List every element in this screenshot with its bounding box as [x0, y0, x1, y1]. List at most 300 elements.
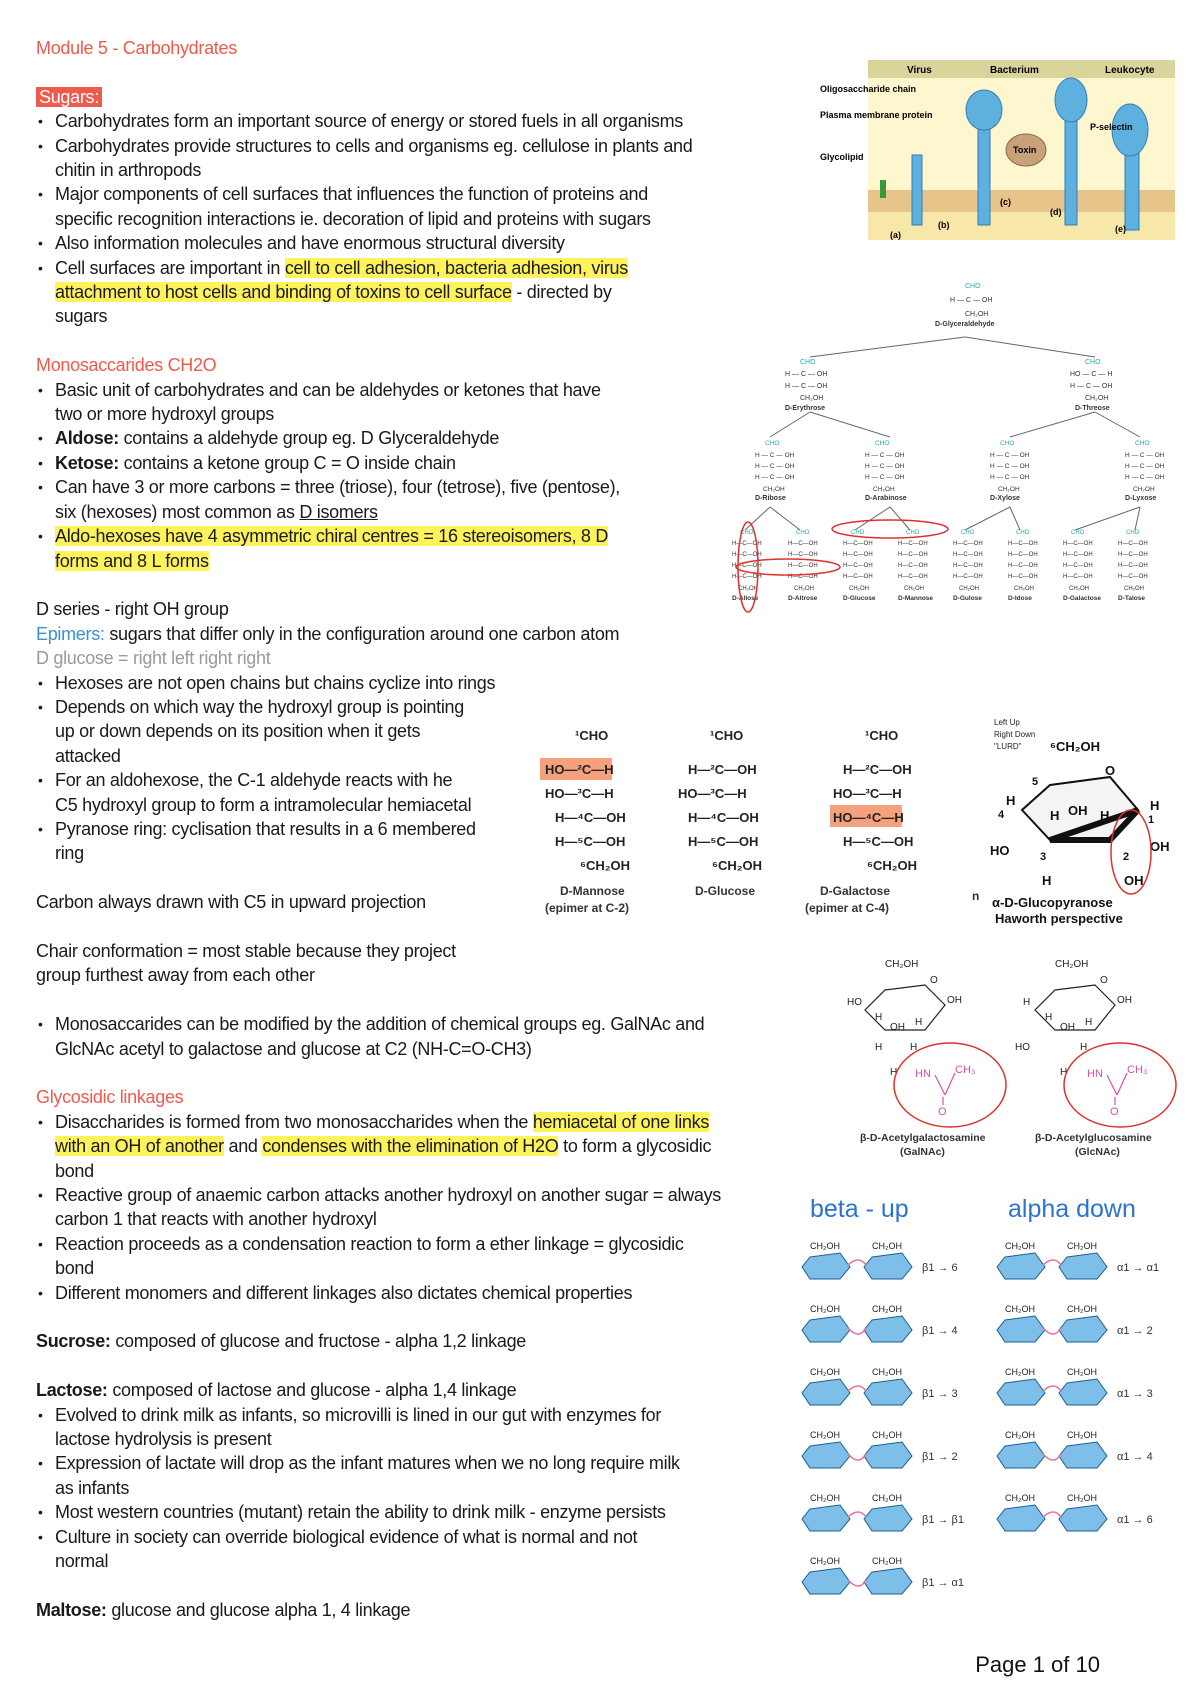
svg-text:H — C — OH: H — C — OH [1125, 452, 1165, 459]
svg-text:H—⁴C—OH: H—⁴C—OH [555, 810, 626, 825]
svg-text:H—C—OH: H—C—OH [1118, 552, 1148, 558]
svg-text:1: 1 [1148, 814, 1155, 826]
svg-text:CHO: CHO [800, 359, 816, 366]
epimers-definition: Epimers: sugars that differ only in the configuration around one carbon atom [36, 623, 620, 644]
svg-text:(e): (e) [1115, 224, 1126, 234]
linkage-label: α1 → 4 [1117, 1451, 1153, 1463]
svg-text:HO—³C—H: HO—³C—H [545, 786, 614, 801]
monosaccharides-heading: Monosaccarides CH2O [36, 355, 217, 376]
bullet [36, 524, 836, 548]
svg-text:CHO: CHO [875, 440, 890, 447]
lactose-note: Lactose: composed of lactose and glucose - alpha 1,4 linkage [36, 1380, 517, 1401]
svg-text:HO—²C—H: HO—²C—H [545, 762, 614, 777]
svg-text:OH: OH [947, 995, 962, 1006]
sugar-ring [802, 1442, 850, 1468]
alpha-down-title: alpha down [1008, 1195, 1136, 1223]
svg-text:H—C—OH: H—C—OH [788, 541, 818, 547]
svg-text:CHO: CHO [1016, 530, 1030, 536]
glycosidic-bond [848, 1512, 866, 1517]
glucose-label: D-Glucose [695, 884, 756, 898]
d-glucose-note: D glucose = right left right right [36, 648, 271, 669]
svg-text:¹CHO: ¹CHO [865, 728, 899, 743]
glycosidic-bond [1043, 1386, 1061, 1391]
svg-text:CH₂OH: CH₂OH [810, 1304, 840, 1314]
svg-text:OH: OH [1068, 803, 1088, 818]
svg-text:H—C—OH: H—C—OH [788, 552, 818, 558]
svg-text:CH₂OH: CH₂OH [810, 1430, 840, 1440]
svg-text:HO—³C—H: HO—³C—H [678, 786, 747, 801]
glycosidic-bond [1043, 1328, 1061, 1334]
svg-text:H—C—OH: H—C—OH [1118, 574, 1148, 580]
svg-text:H: H [1080, 1042, 1088, 1053]
svg-text:CH₃: CH₃ [1127, 1064, 1148, 1076]
svg-text:H: H [1150, 798, 1160, 813]
svg-text:(c): (c) [1000, 197, 1011, 207]
bullet: • Carbohydrates provide structures to cells and organisms eg. cellulose in plants and [36, 134, 836, 158]
d-series-note: D series - right OH group [36, 599, 229, 620]
svg-text:CH₃: CH₃ [955, 1064, 976, 1076]
glycosidic-heading: Glycosidic linkages [36, 1087, 184, 1108]
virus-label: Virus [907, 65, 932, 76]
bullet: • Cell surfaces are important in cell to cell adhesion, bacteria adhesion, virus [36, 256, 836, 280]
svg-text:¹CHO: ¹CHO [575, 728, 609, 743]
hexose-label: D-Talose [1118, 595, 1145, 602]
glycosidic-bond [848, 1454, 866, 1460]
haworth-figure [990, 715, 1195, 925]
svg-text:CHO: CHO [1071, 530, 1085, 536]
sugar-ring [997, 1316, 1045, 1342]
sugar-ring [1059, 1253, 1107, 1279]
highlight: condenses with the elimination of H2O [262, 1136, 559, 1157]
svg-text:H — C — OH: H — C — OH [785, 383, 828, 390]
svg-text:H — C — OH: H — C — OH [755, 474, 795, 481]
svg-text:Haworth perspective: Haworth perspective [995, 911, 1123, 926]
bullet: • Different monomers and different linkages also dictates chemical properties [36, 1281, 836, 1305]
linkage-label: β1 → α1 [922, 1577, 965, 1589]
svg-text:H—C—OH: H—C—OH [1008, 552, 1038, 558]
svg-text:CHO: CHO [1000, 440, 1015, 447]
sugar-ring [802, 1379, 850, 1405]
svg-text:CH₂OH: CH₂OH [873, 486, 895, 493]
linkage-label: α1 → 6 [1117, 1514, 1153, 1526]
linkage-label: α1 → 2 [1117, 1325, 1153, 1337]
svg-text:H — C — OH: H — C — OH [990, 463, 1030, 470]
svg-text:CH₂OH: CH₂OH [1067, 1241, 1097, 1251]
svg-text:CH₂OH: CH₂OH [1005, 1430, 1035, 1440]
svg-text:CH₂OH: CH₂OH [1067, 1493, 1097, 1503]
bullet: • Most western countries (mutant) retain the ability to drink milk - enzyme persists [36, 1500, 836, 1524]
sugar-ring [1059, 1505, 1107, 1531]
svg-text:O: O [1105, 763, 1116, 778]
svg-text:(GlcNAc): (GlcNAc) [1075, 1146, 1120, 1158]
svg-text:(d): (d) [1050, 207, 1062, 217]
svg-text:H — C — OH: H — C — OH [990, 452, 1030, 459]
epimers-figure [540, 720, 990, 920]
mannose-label: D-Mannose [560, 884, 625, 898]
svg-text:CH₂OH: CH₂OH [1067, 1430, 1097, 1440]
svg-text:"LURD": "LURD" [994, 742, 1022, 751]
p-selectin-label: P-selectin [1090, 122, 1133, 132]
sugar-ring [864, 1568, 912, 1594]
svg-text:n: n [972, 889, 980, 903]
svg-text:CH₂OH: CH₂OH [1067, 1367, 1097, 1377]
bullet: • Expression of lactate will drop as the infant matures when we no long require milk [36, 1451, 836, 1475]
svg-text:HO — C — H: HO — C — H [1070, 371, 1113, 378]
c5-note: Carbon always drawn with C5 in upward projection [36, 892, 426, 913]
svg-text:D-Ribose: D-Ribose [755, 495, 786, 502]
glycosidic-bond [1043, 1260, 1061, 1265]
svg-text:CH₂OH: CH₂OH [1005, 1304, 1035, 1314]
glycolipid-label: Glycolipid [820, 152, 864, 162]
svg-text:CH₂OH: CH₂OH [800, 395, 824, 402]
svg-text:(GalNAc): (GalNAc) [900, 1146, 945, 1158]
svg-text:H — C — OH: H — C — OH [785, 371, 828, 378]
bullet: • For an aldohexose, the C-1 aldehyde reacts with he [36, 768, 836, 792]
svg-text:H—C—OH: H—C—OH [1008, 541, 1038, 547]
bullet: • Depends on which way the hydroxyl group is pointing [36, 695, 836, 719]
svg-text:CH₂OH: CH₂OH [872, 1241, 902, 1251]
svg-text:(b): (b) [938, 220, 950, 230]
sugars-heading: Sugars: [36, 87, 102, 107]
svg-text:H: H [1006, 793, 1016, 808]
d-aldose-tree-figure [732, 282, 1180, 652]
svg-text:H—C—OH: H—C—OH [843, 541, 873, 547]
svg-text:CH₂OH: CH₂OH [885, 959, 919, 970]
svg-text:H: H [1042, 873, 1052, 888]
svg-text:H—C—OH: H—C—OH [898, 541, 928, 547]
svg-text:HO: HO [990, 843, 1010, 858]
bullet: • Monosaccarides can be modified by the addition of chemical groups eg. GalNAc and [36, 1012, 836, 1036]
svg-text:⁶CH₂OH: ⁶CH₂OH [1050, 739, 1101, 754]
svg-text:H—C—OH: H—C—OH [732, 541, 762, 547]
svg-text:CH₂OH: CH₂OH [1067, 1304, 1097, 1314]
svg-text:CH₂OH: CH₂OH [904, 586, 924, 592]
linkage-label: α1 → α1 [1117, 1262, 1160, 1274]
hexose-label: D-Gulose [953, 595, 982, 602]
svg-text:⁶CH₂OH: ⁶CH₂OH [867, 858, 918, 873]
highlight: Aldo-hexoses have 4 asymmetric chiral centres = 16 stereoisomers, 8 D [55, 526, 609, 547]
svg-text:CHO: CHO [961, 530, 975, 536]
svg-text:CH₂OH: CH₂OH [872, 1430, 902, 1440]
linkages-figure [800, 1195, 1195, 1635]
sugar-ring [997, 1442, 1045, 1468]
svg-text:H—C—OH: H—C—OH [898, 563, 928, 569]
linkage-label: β1 → 6 [922, 1262, 958, 1274]
svg-text:CH₂OH: CH₂OH [872, 1304, 902, 1314]
membrane-protein-label: Plasma membrane protein [820, 110, 933, 120]
highlight: cell to cell adhesion, bacteria adhesion, virus [284, 257, 628, 278]
glycosidic-bond [848, 1386, 866, 1391]
sugar-ring [997, 1505, 1045, 1531]
bullet: • Evolved to drink milk as infants, so microvilli is lined in our gut with enzymes for [36, 1403, 836, 1427]
toxin-label: Toxin [1013, 145, 1037, 155]
svg-text:(epimer at C-2): (epimer at C-2) [545, 901, 630, 915]
svg-text:CH₂OH: CH₂OH [959, 586, 979, 592]
svg-text:O: O [938, 1106, 947, 1118]
svg-text:H — C — OH: H — C — OH [865, 474, 905, 481]
svg-text:H—C—OH: H—C—OH [1063, 552, 1093, 558]
svg-text:H — C — OH: H — C — OH [950, 297, 993, 304]
bullet: • Carbohydrates form an important source of energy or stored fuels in all organisms [36, 109, 836, 133]
svg-text:HO: HO [1015, 1042, 1030, 1053]
bullet: • Ketose: contains a ketone group C = O inside chain [36, 451, 836, 475]
svg-text:H—²C—OH: H—²C—OH [843, 762, 912, 777]
sugar-ring [1059, 1442, 1107, 1468]
sugar-ring [802, 1505, 850, 1531]
glucopyranose-title: α-D-Glucopyranose [992, 895, 1113, 910]
svg-text:OH: OH [1124, 873, 1144, 888]
svg-text:H—C—OH: H—C—OH [953, 574, 983, 580]
svg-text:H — C — OH: H — C — OH [755, 463, 795, 470]
svg-text:H—C—OH: H—C—OH [788, 574, 818, 580]
svg-text:CH₂OH: CH₂OH [872, 1556, 902, 1566]
highlight: hemiacetal of one links [532, 1111, 710, 1132]
svg-text:H—C—OH: H—C—OH [898, 552, 928, 558]
hexose-label: D-Altrose [788, 595, 818, 602]
svg-text:CH₂OH: CH₂OH [849, 586, 869, 592]
svg-text:H—⁵C—OH: H—⁵C—OH [688, 834, 759, 849]
svg-text:CH₂OH: CH₂OH [810, 1556, 840, 1566]
svg-text:H—C—OH: H—C—OH [843, 574, 873, 580]
svg-text:CHO: CHO [765, 440, 780, 447]
svg-text:CH₂OH: CH₂OH [738, 586, 758, 592]
linkage-label: β1 → 4 [922, 1325, 958, 1337]
sugar-ring [1059, 1316, 1107, 1342]
hexose-label: D-Mannose [898, 595, 934, 602]
sugar-ring [997, 1379, 1045, 1405]
svg-text:D-Erythrose: D-Erythrose [785, 405, 826, 412]
svg-text:⁶CH₂OH: ⁶CH₂OH [712, 858, 763, 873]
svg-text:D-Xylose: D-Xylose [990, 495, 1020, 502]
bullet: • Also information molecules and have enormous structural diversity [36, 231, 836, 255]
svg-text:CHO: CHO [1085, 359, 1101, 366]
chair-note: Chair conformation = most stable because they project [36, 940, 456, 961]
svg-text:⁶CH₂OH: ⁶CH₂OH [580, 858, 631, 873]
svg-text:CH₂OH: CH₂OH [1014, 586, 1034, 592]
svg-text:O: O [1110, 1106, 1119, 1118]
bullet: • Hexoses are not open chains but chains cyclize into rings [36, 671, 836, 695]
oligosaccharide-label: Oligosaccharide chain [820, 84, 917, 94]
bullet: • Disaccharides is formed from two monosaccharides when the hemiacetal of one links [36, 1110, 836, 1134]
sugar-ring [864, 1316, 912, 1342]
svg-text:CHO: CHO [1126, 530, 1140, 536]
svg-text:H: H [1045, 1012, 1053, 1023]
svg-text:CHO: CHO [1135, 440, 1150, 447]
svg-text:H — C — OH: H — C — OH [865, 452, 905, 459]
svg-text:H—C—OH: H—C—OH [732, 574, 762, 580]
glcnac-label: β-D-Acetylglucosamine [1035, 1132, 1152, 1144]
svg-text:CH₂OH: CH₂OH [810, 1367, 840, 1377]
svg-text:H—C—OH: H—C—OH [732, 552, 762, 558]
svg-text:CH₂OH: CH₂OH [810, 1241, 840, 1251]
svg-text:H — C — OH: H — C — OH [990, 474, 1030, 481]
svg-text:H—C—OH: H—C—OH [1063, 574, 1093, 580]
hexose-label: D-Glucose [843, 595, 876, 602]
svg-text:OH: OH [1117, 995, 1132, 1006]
galactose-label: D-Galactose [820, 884, 891, 898]
svg-text:H — C — OH: H — C — OH [755, 452, 795, 459]
svg-text:CHO: CHO [740, 530, 754, 536]
svg-text:CH₂OH: CH₂OH [1133, 486, 1155, 493]
acetyl-sugars-figure [847, 955, 1185, 1160]
cell-surface-figure [820, 60, 1175, 240]
svg-text:H—C—OH: H—C—OH [1008, 563, 1038, 569]
galnac-label: β-D-Acetylgalactosamine [860, 1132, 986, 1144]
svg-text:H: H [875, 1012, 883, 1023]
bullet: • Can have 3 or more carbons = three (triose), four (tetrose), five (pentose), [36, 475, 836, 499]
svg-text:OH: OH [1060, 1022, 1075, 1033]
svg-text:H: H [1085, 1017, 1093, 1028]
svg-text:CH₂OH: CH₂OH [763, 486, 785, 493]
svg-text:H—C—OH: H—C—OH [732, 563, 762, 569]
sugar-ring [864, 1442, 912, 1468]
svg-text:H: H [890, 1067, 898, 1078]
maltose-note: Maltose: glucose and glucose alpha 1, 4 linkage [36, 1599, 411, 1620]
svg-text:D-Threose: D-Threose [1075, 405, 1110, 412]
glyceraldehyde-label: D-Glyceraldehyde [935, 321, 995, 328]
svg-text:CHO: CHO [796, 530, 810, 536]
svg-text:H — C — OH: H — C — OH [1125, 463, 1165, 470]
glycosidic-bond [848, 1260, 866, 1265]
sugar-ring [864, 1253, 912, 1279]
svg-text:H—C—OH: H—C—OH [898, 574, 928, 580]
svg-text:3: 3 [1040, 851, 1047, 863]
highlight: forms and 8 L forms [55, 550, 209, 571]
svg-text:O: O [1100, 975, 1108, 986]
svg-text:H—C—OH: H—C—OH [1008, 574, 1038, 580]
svg-text:H—C—OH: H—C—OH [1118, 563, 1148, 569]
svg-text:HO—⁴C—H: HO—⁴C—H [833, 810, 904, 825]
svg-text:H—C—OH: H—C—OH [843, 563, 873, 569]
svg-text:CH₂OH: CH₂OH [965, 311, 989, 318]
linkage-label: β1 → 2 [922, 1451, 958, 1463]
sugar-ring [802, 1316, 850, 1342]
sucrose-note: Sucrose: composed of glucose and fructose - alpha 1,2 linkage [36, 1331, 527, 1352]
linkage-label: β1 → 3 [922, 1388, 958, 1400]
svg-text:HN: HN [1087, 1068, 1103, 1080]
svg-text:H—⁴C—OH: H—⁴C—OH [688, 810, 759, 825]
svg-text:H: H [875, 1042, 883, 1053]
svg-text:H: H [1050, 808, 1060, 823]
svg-text:CH₂OH: CH₂OH [872, 1367, 902, 1377]
sugar-ring [802, 1568, 850, 1594]
highlight: attachment to host cells and binding of toxins to cell surface [55, 282, 512, 303]
svg-text:H—C—OH: H—C—OH [843, 552, 873, 558]
sugar-ring [997, 1253, 1045, 1279]
svg-text:OH: OH [1150, 839, 1170, 854]
svg-text:H — C — OH: H — C — OH [1070, 383, 1113, 390]
bullet: • Aldose: contains a aldehyde group eg. D Glyceraldehyde [36, 426, 836, 450]
svg-text:(epimer at C-4): (epimer at C-4) [805, 901, 890, 915]
sugar-ring [864, 1379, 912, 1405]
svg-text:CH₂OH: CH₂OH [794, 586, 814, 592]
hexose-label: D-Allose [732, 595, 759, 602]
svg-text:D-Lyxose: D-Lyxose [1125, 495, 1157, 502]
svg-text:H—C—OH: H—C—OH [1063, 541, 1093, 547]
svg-text:¹CHO: ¹CHO [710, 728, 744, 743]
svg-text:CH₂OH: CH₂OH [998, 486, 1020, 493]
svg-text:O: O [930, 975, 938, 986]
svg-text:4: 4 [998, 809, 1005, 821]
svg-text:H: H [915, 1017, 923, 1028]
svg-text:CHO: CHO [906, 530, 920, 536]
highlight: with an OH of another [55, 1136, 224, 1157]
svg-text:HO—³C—H: HO—³C—H [833, 786, 902, 801]
svg-text:H—C—OH: H—C—OH [953, 552, 983, 558]
svg-text:H—C—OH: H—C—OH [953, 563, 983, 569]
svg-text:H: H [1023, 997, 1031, 1008]
svg-text:H—C—OH: H—C—OH [788, 563, 818, 569]
glycosidic-bond [1043, 1512, 1061, 1517]
svg-text:5: 5 [1032, 776, 1039, 788]
svg-text:CH₂OH: CH₂OH [1069, 586, 1089, 592]
bullet: • Major components of cell surfaces that influences the function of proteins and [36, 182, 836, 206]
sugar-ring [1059, 1379, 1107, 1405]
svg-text:H—⁵C—OH: H—⁵C—OH [843, 834, 914, 849]
bullet: • Pyranose ring: cyclisation that results in a 6 membered [36, 817, 836, 841]
beta-up-title: beta - up [810, 1195, 909, 1223]
svg-text:H — C — OH: H — C — OH [1125, 474, 1165, 481]
page-number: Page 1 of 10 [975, 1652, 1100, 1677]
hexose-label: D-Idose [1008, 595, 1032, 602]
bullet: • Basic unit of carbohydrates and can be aldehydes or ketones that have [36, 378, 836, 402]
svg-text:H—C—OH: H—C—OH [1063, 563, 1093, 569]
svg-text:HN: HN [915, 1068, 931, 1080]
svg-text:H: H [910, 1042, 918, 1053]
lecture-notes: Module 5 - Carbohydrates Sugars: • Carbohydrates form an important source of energy or stored fuels in all organisms • Carbohydrates provide structures to cells and organisms eg. cellulose in plants and chitin in arthropods • Major components of cell surfaces that influences the function of proteins and specific recognition interactions ie. decoration of lipid and proteins with sugars • Also information molecules and have enormous structural diversity • Cell surfaces are important in cell to cell adhesion, bacteria adhesion, virus attachment to host cells and binding of toxins to cell surface - directed by sugars Monosaccarides CH2O • Basic unit of carbohydrates and can be aldehydes or ketones that have two or more hydroxyl groups • Aldose: contains a aldehyde group eg. D Glyceraldehyde • Ketose: contains a ketone group C = O inside chain • Can have 3 or more carbons = three (triose), four (tetrose), five (pentose), six (hexoses) most common as D isomers • Aldo-hexoses have 4 asymmetric chiral centres = 16 stereoisomers, 8 D forms and 8 L forms D series - right OH group Epimers: sugars that differ only in the configuration around one carbon atom D glucose = right left right right • Hexoses are not open chains but chains cyclize into rings • Depends on which way the hydroxyl group is pointing up or down depends on its position when it gets attacked • For an aldohexose, the C-1 aldehyde reacts with he C5 hydroxyl group to form a intramolecular hemiacetal • Pyranose ring: cyclisation that results in a 6 membered ring Carbon always drawn with C5 in upward projection Chair conformation = most stable because they project group furthest away from each other • Monosaccarides can be modified by the addition of chemical groups eg. GalNAc and GlcNAc acetyl to galactose and glucose at C2 (NH-C=O-CH3) Glycosidic linkages • Disaccharides is formed from two monosaccharides when the hemiacetal of one links with an OH of another and condenses with the elimination of H2O to form a glycosidic bond • Reactive group of anaemic carbon attacks another hydroxyl on another sugar = always carbon 1 that reacts with another hydroxyl • Reaction proceeds as a condensation reaction to form a ether linkage = glycosidic bond • Different monomers and different linkages also dictates chemical properties Sucrose: composed of glucose and fructose - alpha 1,2 linkage Lactose: composed of lactose and glucose - alpha 1,4 linkage • Evolved to drink milk as infants, so microvilli is lined in our gut with enzymes for lactose hydrolysis is present • Expression of lactate will drop as the infant matures when we no long require milk as infants • Most western countries (mutant) retain the ability to drink milk - enzyme persists • Culture in society can override biological evidence of what is normal and not normal Maltose: glucose and glucose alpha 1, 4 linkage [36, 36, 836, 1622]
svg-text:CHO: CHO [965, 283, 981, 290]
svg-text:D-Arabinose: D-Arabinose [865, 495, 907, 502]
svg-text:H: H [1060, 1067, 1068, 1078]
bullet: • Reaction proceeds as a condensation reaction to form a ether linkage = glycosidic [36, 1232, 836, 1256]
svg-text:CHO: CHO [851, 530, 865, 536]
svg-text:CH₂OH: CH₂OH [872, 1493, 902, 1503]
bullet: • Reactive group of anaemic carbon attacks another hydroxyl on another sugar = always [36, 1183, 836, 1207]
linkage-label: β1 → β1 [922, 1514, 965, 1526]
sugar-ring [864, 1505, 912, 1531]
svg-text:H—C—OH: H—C—OH [953, 541, 983, 547]
leukocyte-label: Leukocyte [1105, 65, 1155, 76]
hexose-label: D-Galactose [1063, 595, 1101, 602]
svg-text:CH₂OH: CH₂OH [1005, 1241, 1035, 1251]
svg-text:HO: HO [847, 997, 862, 1008]
module-title: Module 5 - Carbohydrates [36, 38, 237, 58]
svg-text:CH₂OH: CH₂OH [1085, 395, 1109, 402]
bullet: • Culture in society can override biological evidence of what is normal and not [36, 1525, 836, 1549]
svg-text:H—²C—OH: H—²C—OH [688, 762, 757, 777]
glycosidic-bond [1043, 1454, 1061, 1460]
lurd-note: Left Up [994, 718, 1020, 727]
svg-text:H—⁵C—OH: H—⁵C—OH [555, 834, 626, 849]
bacterium-label: Bacterium [990, 65, 1039, 76]
svg-text:CH₂OH: CH₂OH [810, 1493, 840, 1503]
svg-text:OH: OH [890, 1022, 905, 1033]
svg-text:(a): (a) [890, 230, 901, 240]
svg-text:CH₂OH: CH₂OH [1005, 1493, 1035, 1503]
svg-text:CH₂OH: CH₂OH [1055, 959, 1089, 970]
svg-text:H: H [1100, 808, 1110, 823]
glycosidic-bond [848, 1328, 866, 1334]
svg-text:CH₂OH: CH₂OH [1005, 1367, 1035, 1377]
svg-text:CH₂OH: CH₂OH [1124, 586, 1144, 592]
glycosidic-bond [848, 1580, 866, 1586]
svg-text:Right Down: Right Down [994, 730, 1036, 739]
svg-text:H—C—OH: H—C—OH [1118, 541, 1148, 547]
svg-text:H — C — OH: H — C — OH [865, 463, 905, 470]
sugar-ring [802, 1253, 850, 1279]
linkage-label: α1 → 3 [1117, 1388, 1153, 1400]
svg-text:2: 2 [1123, 851, 1130, 863]
